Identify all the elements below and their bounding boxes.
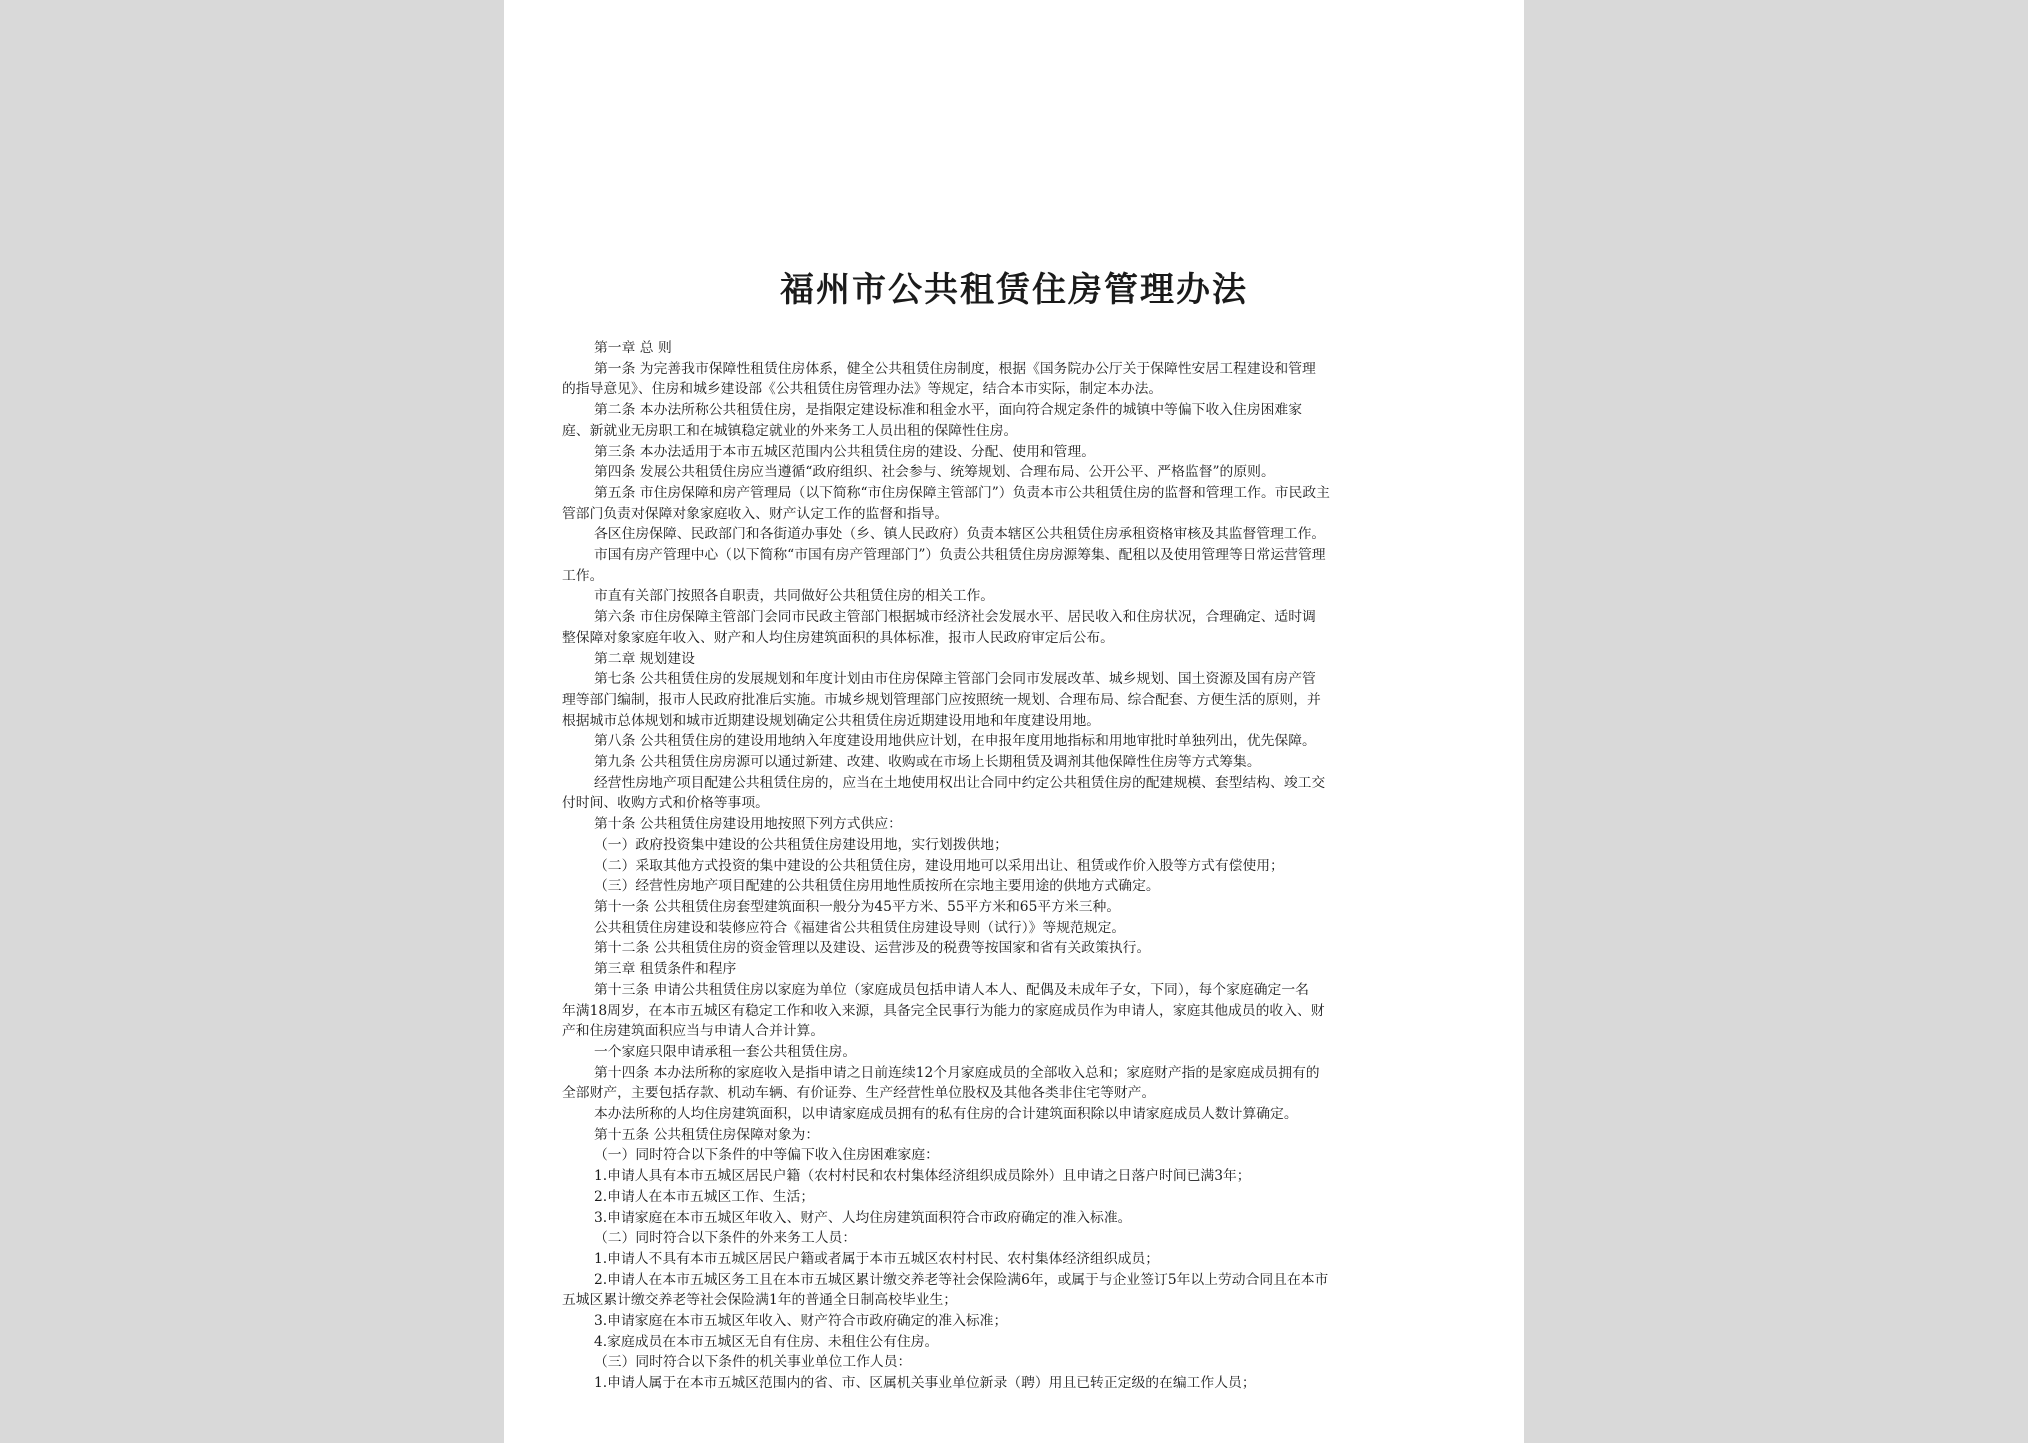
paragraph-line: 1.申请人属于在本市五城区范围内的省、市、区属机关事业单位新录（聘）用且已转正定级的在编工作人员； (594, 1375, 1256, 1392)
paragraph-line: 第五条 市住房保障和房产管理局（以下简称“市住房保障主管部门”）负责本市公共租赁住房的监督和管理工作。市民政主 (594, 484, 1330, 501)
paragraph-line: 五城区累计缴交养老等社会保险满1年的普通全日制高校毕业生； (562, 1292, 958, 1309)
paragraph-line: 第十二条 公共租赁住房的资金管理以及建设、运营涉及的税费等按国家和省有关政策执行。 (594, 940, 1151, 957)
paragraph-line: 第一章 总 则 (594, 340, 672, 356)
paragraph-line: 市直有关部门按照各自职责，共同做好公共租赁住房的相关工作。 (594, 588, 995, 605)
paragraph-line: 第九条 公共租赁住房房源可以通过新建、改建、收购或在市场上长期租赁及调剂其他保障性住房等方式筹集。 (594, 754, 1261, 771)
paragraph-line: 第四条 发展公共租赁住房应当遵循“政府组织、社会参与、统筹规划、合理布局、公开公平、严格监督”的原则。 (594, 464, 1275, 481)
paragraph-line: 整保障对象家庭年收入、财产和人均住房建筑面积的具体标准，报市人民政府审定后公布。 (562, 629, 1114, 646)
paragraph-line: 年满18周岁，在本市五城区有稳定工作和收入来源，具备完全民事行为能力的家庭成员作为申请人，家庭其他成员的收入、财 (562, 1002, 1325, 1019)
paragraph-line: 经营性房地产项目配建公共租赁住房的，应当在土地使用权出让合同中约定公共租赁住房的配建规模、套型结构、竣工交 (594, 774, 1326, 791)
paragraph-line: （三）经营性房地产项目配建的公共租赁住房用地性质按所在宗地主要用途的供地方式确定。 (594, 878, 1160, 895)
paragraph-line: 工作。 (562, 567, 604, 584)
paragraph-line: 付时间、收购方式和价格等事项。 (562, 795, 769, 812)
paragraph-line: 第三条 本办法适用于本市五城区范围内公共租赁住房的建设、分配、使用和管理。 (594, 443, 1096, 460)
paragraph-line: 第十四条 本办法所称的家庭收入是指申请之日前连续12个月家庭成员的全部收入总和；家庭财产指的是家庭成员拥有的 (594, 1064, 1320, 1081)
paragraph-line: （一）同时符合以下条件的中等偏下收入住房困难家庭： (594, 1147, 939, 1164)
paragraph-line: （一）政府投资集中建设的公共租赁住房建设用地，实行划拨供地； (594, 836, 1008, 853)
paragraph-line: 全部财产，主要包括存款、机动车辆、有价证券、生产经营性单位股权及其他各类非住宅等财产。 (562, 1085, 1156, 1102)
document-body (562, 338, 1474, 1394)
document-page (504, 0, 1524, 1443)
paragraph-line: 第一条 为完善我市保障性租赁住房体系，健全公共租赁住房制度，根据《国务院办公厅关于保障性安居工程建设和管理 (594, 360, 1316, 377)
paragraph-line: 第七条 公共租赁住房的发展规划和年度计划由市住房保障主管部门会同市发展改革、城乡规划、国土资源及国有房产管 (594, 671, 1316, 688)
paragraph-line: 一个家庭只限申请承租一套公共租赁住房。 (594, 1043, 857, 1060)
paragraph-line: （三）同时符合以下条件的机关事业单位工作人员： (594, 1354, 912, 1371)
paragraph-line: 根据城市总体规划和城市近期建设规划确定公共租赁住房近期建设用地和年度建设用地。 (562, 712, 1101, 729)
paragraph-line: 市国有房产管理中心（以下简称“市国有房产管理部门”）负责公共租赁住房房源筹集、配租以及使用管理等日常运营管理 (594, 547, 1326, 564)
paragraph-line: 第十条 公共租赁住房建设用地按照下列方式供应： (594, 816, 902, 833)
paragraph-line: 第二章 规划建设 (594, 650, 695, 667)
paragraph-line: 本办法所称的人均住房建筑面积，以申请家庭成员拥有的私有住房的合计建筑面积除以申请家庭成员人数计算确定。 (594, 1106, 1298, 1123)
paragraph-line: 产和住房建筑面积应当与申请人合并计算。 (562, 1023, 825, 1040)
document-title: 福州市公共租赁住房管理办法 (780, 270, 1248, 310)
paragraph-line: 第十一条 公共租赁住房套型建筑面积一般分为45平方米、55平方米和65平方米三种。 (594, 898, 1121, 915)
paragraph-line: （二）同时符合以下条件的外来务工人员： (594, 1230, 857, 1247)
paragraph-line: 第六条 市住房保障主管部门会同市民政主管部门根据城市经济社会发展水平、居民收入和住房状况，合理确定、适时调 (594, 609, 1316, 626)
paragraph-line: 3.申请家庭在本市五城区年收入、财产符合市政府确定的准入标准； (594, 1313, 1008, 1330)
paragraph-line: 理等部门编制，报市人民政府批准后实施。市城乡规划管理部门应按照统一规划、合理布局、综合配套、方便生活的原则，并 (562, 691, 1321, 708)
paragraph-line: 各区住房保障、民政部门和各街道办事处（乡、镇人民政府）负责本辖区公共租赁住房承租资格审核及其监督管理工作。 (594, 526, 1326, 543)
paragraph-line: 第十三条 申请公共租赁住房以家庭为单位（家庭成员包括申请人本人、配偶及未成年子女，下同），每个家庭确定一名 (594, 981, 1309, 998)
paragraph-line: 第八条 公共租赁住房的建设用地纳入年度建设用地供应计划，在申报年度用地指标和用地审批时单独列出，优先保障。 (594, 733, 1316, 750)
paragraph-line: 管部门负责对保障对象家庭收入、财产认定工作的监督和指导。 (562, 505, 949, 522)
paragraph-line: 的指导意见》、住房和城乡建设部《公共租赁住房管理办法》等规定，结合本市实际，制定本办法。 (562, 381, 1163, 398)
paragraph-line: 公共租赁住房建设和装修应符合《福建省公共租赁住房建设导则（试行）》等规范规定。 (594, 919, 1126, 936)
paragraph-line: 1.申请人不具有本市五城区居民户籍或者属于本市五城区农村村民、农村集体经济组织成员； (594, 1250, 1160, 1267)
paragraph-line: 第十五条 公共租赁住房保障对象为： (594, 1126, 820, 1143)
paragraph-line: （二）采取其他方式投资的集中建设的公共租赁住房，建设用地可以采用出让、租赁或作价入股等方式有偿使用； (594, 857, 1284, 874)
paragraph-line: 2.申请人在本市五城区工作、生活； (594, 1188, 815, 1205)
paragraph-line: 4.家庭成员在本市五城区无自有住房、未租住公有住房。 (594, 1333, 939, 1350)
paragraph-line: 第二条 本办法所称公共租赁住房，是指限定建设标准和租金水平，面向符合规定条件的城镇中等偏下收入住房困难家 (594, 402, 1303, 419)
paragraph-line: 庭、新就业无房职工和在城镇稳定就业的外来务工人员出租的保障性住房。 (562, 422, 1018, 439)
paragraph-line: 2.申请人在本市五城区务工且在本市五城区累计缴交养老等社会保险满6年，或属于与企业签订5年以上劳动合同且在本市 (594, 1271, 1329, 1288)
paragraph-line: 1.申请人具有本市五城区居民户籍（农村村民和农村集体经济组织成员除外）且申请之日落户时间已满3年； (594, 1168, 1251, 1185)
paragraph-line: 3.申请家庭在本市五城区年收入、财产、人均住房建筑面积符合市政府确定的准入标准。 (594, 1209, 1132, 1226)
paragraph-line: 第三章 租赁条件和程序 (594, 961, 737, 978)
